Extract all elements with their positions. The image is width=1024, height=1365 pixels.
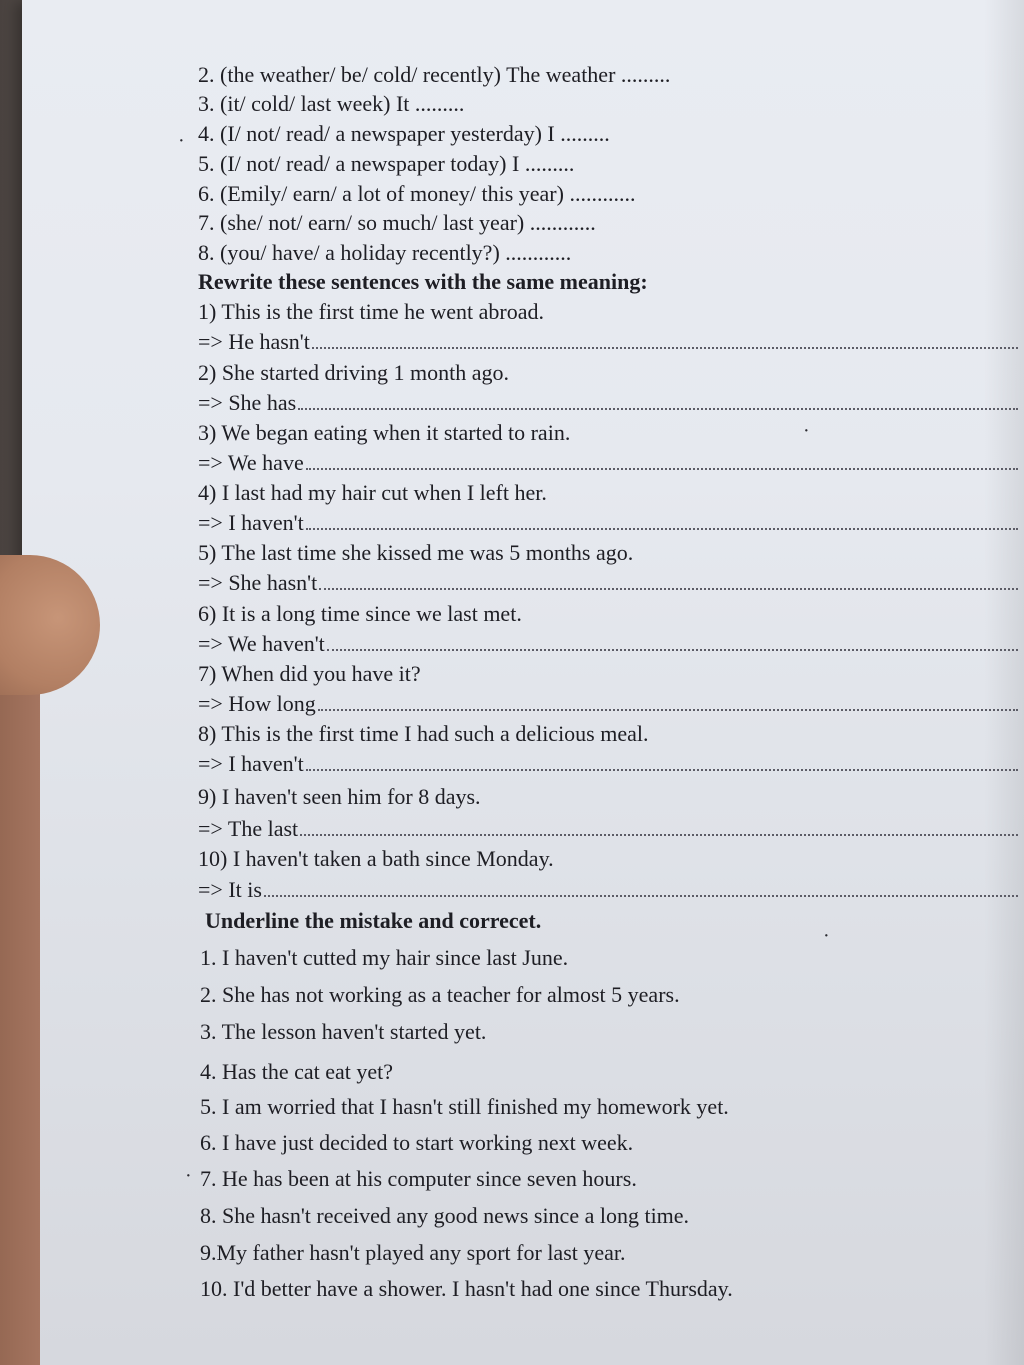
pen-mark: · [803,420,810,442]
mistake-item: 3. The lesson haven't started yet. [200,1019,487,1044]
answer-blank[interactable] [306,450,1018,470]
rewrite-answer-line [198,510,1018,536]
answer-prompt: => She hasn't [198,570,318,595]
rewrite-answer-line [198,390,1018,416]
exercise-c-heading: Underline the mistake and correcet. [205,908,542,933]
answer-blank[interactable] [327,631,1018,651]
page-shadow [984,0,1024,1365]
exercise-a-item: 7. (she/ not/ earn/ so much/ last year) ............ [198,210,596,235]
mistake-item: 8. She hasn't received any good news since a long time. [200,1203,690,1228]
exercise-a-item: 8. (you/ have/ a holiday recently?) ............ [198,240,572,265]
rewrite-sentence: 8) This is the first time I had such a delicious meal. [198,721,649,746]
answer-blank[interactable] [319,570,1018,590]
rewrite-sentence: 9) I haven't seen him for 8 days. [198,784,481,809]
rewrite-sentence: 5) The last time she kissed me was 5 months ago. [198,540,634,565]
rewrite-sentence: 1) This is the first time he went abroad. [198,299,545,324]
rewrite-sentence: 10) I haven't taken a bath since Monday. [198,846,554,871]
rewrite-answer-line [198,691,1018,717]
mistake-item: 4. Has the cat eat yet? [200,1059,394,1084]
rewrite-sentence: 7) When did you have it? [198,661,421,686]
rewrite-sentence: 6) It is a long time since we last met. [198,601,522,626]
answer-blank[interactable] [312,329,1018,349]
exercise-a-item: 3. (it/ cold/ last week) It ......... [198,91,465,116]
rewrite-sentence: 3) We began eating when it started to rain. [198,420,571,445]
answer-prompt: => I haven't [198,510,304,535]
exercise-a-item: 2. (the weather/ be/ cold/ recently) The weather ......... [198,62,671,87]
rewrite-sentence: 2) She started driving 1 month ago. [198,360,510,385]
answer-blank[interactable] [264,877,1018,897]
answer-prompt: => The last [198,816,299,841]
answer-prompt: => She has [198,390,297,415]
pen-mark: · [185,1165,192,1187]
hand [0,640,40,1365]
rewrite-answer-line [198,631,1018,657]
answer-blank[interactable] [306,751,1018,771]
answer-prompt: => How long [198,691,316,716]
answer-prompt: => We have [198,450,304,475]
answer-prompt: => I haven't [198,751,304,776]
answer-blank[interactable] [306,510,1018,530]
pen-mark: · [178,130,185,152]
exercise-a-item: 4. (I/ not/ read/ a newspaper yesterday) I ......... [198,121,610,146]
rewrite-sentence: 4) I last had my hair cut when I left her. [198,480,547,505]
answer-blank[interactable] [298,390,1018,410]
mistake-item: 10. I'd better have a shower. I hasn't had one since Thursday. [200,1276,733,1301]
answer-blank[interactable] [318,691,1018,711]
exercise-b-heading: Rewrite these sentences with the same meaning: [198,269,648,294]
exercise-a-item: 5. (I/ not/ read/ a newspaper today) I ......... [198,151,575,176]
mistake-item: 9.My father hasn't played any sport for last year. [200,1240,626,1265]
answer-prompt: => It is [198,877,262,902]
rewrite-answer-line [198,877,1018,903]
answer-prompt: => He hasn't [198,329,310,354]
mistake-item: 5. I am worried that I hasn't still finished my homework yet. [200,1094,729,1119]
exercise-a-item: 6. (Emily/ earn/ a lot of money/ this year) ............ [198,181,636,206]
mistake-item: 7. He has been at his computer since seven hours. [200,1166,637,1191]
rewrite-answer-line [198,751,1018,777]
rewrite-answer-line [198,570,1018,596]
mistake-item: 6. I have just decided to start working next week. [200,1130,634,1155]
answer-prompt: => We haven't [198,631,325,656]
rewrite-answer-line [198,329,1018,355]
mistake-item: 1. I haven't cutted my hair since last June. [200,945,569,970]
mistake-item: 2. She has not working as a teacher for almost 5 years. [200,982,680,1007]
rewrite-answer-line [198,450,1018,476]
answer-blank[interactable] [300,816,1018,836]
pen-mark: · [823,925,830,947]
rewrite-answer-line [198,816,1018,842]
